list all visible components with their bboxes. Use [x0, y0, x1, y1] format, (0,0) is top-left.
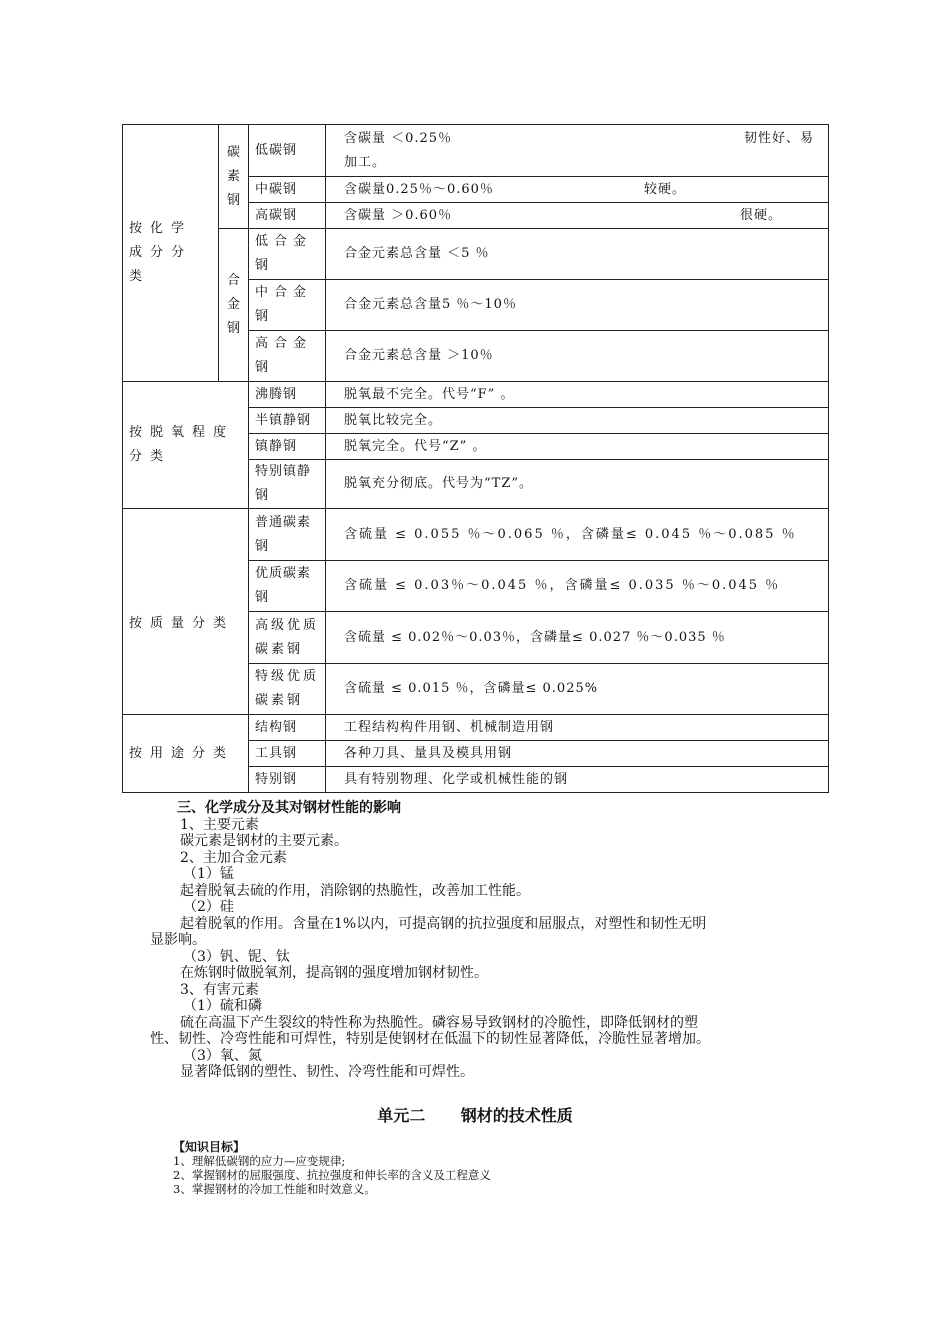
property: 很硬。 — [739, 207, 782, 223]
steel-name: 普通碳素钢 — [249, 509, 326, 561]
paragraph: 起着脱氧去硫的作用，消除钢的热脆性，改善加工性能。 — [180, 882, 530, 899]
steel-name: 中合金钢 — [249, 280, 326, 331]
category-chemical: 按化学成分分类 — [123, 125, 219, 382]
table-row — [123, 715, 829, 741]
paragraph: 显著降低钢的塑性、韧性、冷弯性能和可焊性。 — [180, 1064, 474, 1080]
steel-desc: 各种刀具、量具及模具用钢 — [326, 741, 829, 767]
category-quality: 按质量分类 — [123, 509, 249, 715]
steel-name: 半镇静钢 — [249, 408, 326, 434]
paragraph-cont: 显影响。 — [150, 932, 206, 948]
steel-desc — [326, 177, 829, 203]
section-chemical-influence — [150, 800, 820, 1081]
steel-name: 高合金钢 — [249, 331, 326, 382]
section-heading: 三、化学成分及其对钢材性能的影响 — [177, 800, 401, 816]
steel-desc: 脱氧充分彻底。代号为“TZ”。 — [326, 460, 829, 509]
paragraph: 碳元素是钢材的主要元素。 — [180, 833, 348, 849]
steel-desc — [326, 125, 829, 177]
list-item: 1、理解低碳钢的应力—应变规律; — [173, 1154, 346, 1168]
subheading: （3）氧、氮 — [183, 1047, 262, 1064]
steel-desc: 含硫量 ≤ 0.055 ％～0.065 ％，含磷量≤ 0.045 ％～0.085 ％ — [326, 509, 829, 561]
steel-name: 优质碳素钢 — [249, 561, 326, 612]
subheading: （1）锰 — [183, 866, 234, 882]
property-cont: 加工。 — [344, 154, 387, 170]
subheading: 1、主要元素 — [180, 816, 259, 833]
steel-name: 镇静钢 — [249, 434, 326, 460]
paragraph-cont: 性、韧性、冷弯性能和可焊性，特别是使钢材在低温下的韧性显著降低，冷脆性显著增加。 — [150, 1031, 710, 1047]
property: 韧性好、易 — [743, 130, 814, 146]
carbon-content: 含碳量0.25％～0.60％ — [344, 181, 494, 197]
steel-name: 沸腾钢 — [249, 382, 326, 408]
steel-name: 特别钢 — [249, 767, 326, 793]
subheading: （2）硅 — [183, 899, 234, 915]
steel-name: 高碳钢 — [249, 203, 326, 229]
steel-name: 高级优质碳素钢 — [249, 612, 326, 664]
knowledge-goals — [173, 1140, 491, 1196]
table-row — [123, 382, 829, 408]
unit-title: 单元二 钢材的技术性质 — [377, 1106, 573, 1125]
steel-desc: 合金元素总含量 ＜5 ％ — [326, 229, 829, 280]
steel-desc: 含硫量 ≤ 0.02％～0.03％，含磷量≤ 0.027 ％～0.035 ％ — [326, 612, 829, 664]
paragraph: 硫在高温下产生裂纹的特性称为热脆性。磷容易导致钢材的冷脆性，即降低钢材的塑 — [180, 1014, 698, 1031]
steel-name: 特别镇静钢 — [249, 460, 326, 509]
steel-desc: 脱氧完全。代号“Z” 。 — [326, 434, 829, 460]
steel-name: 低合金钢 — [249, 229, 326, 280]
property: 较硬。 — [644, 181, 687, 197]
paragraph: 起着脱氧的作用。含量在1%以内，可提高钢的抗拉强度和屈服点，对塑性和韧性无明 — [180, 915, 707, 932]
subheading: （1）硫和磷 — [183, 998, 262, 1014]
steel-desc: 脱氧比较完全。 — [326, 408, 829, 434]
steel-desc — [326, 203, 829, 229]
carbon-content: 含碳量 ＜0.25％ — [344, 130, 453, 146]
steel-name: 特级优质碳素钢 — [249, 664, 326, 715]
category-usage: 按用途分类 — [123, 715, 249, 793]
subheading: 2、主加合金元素 — [180, 849, 287, 866]
steel-name: 中碳钢 — [249, 177, 326, 203]
subheading: （3）钒、铌、钛 — [183, 948, 290, 965]
steel-desc: 含硫量 ≤ 0.03％～0.045 ％，含磷量≤ 0.035 ％～0.045 ％ — [326, 561, 829, 612]
carbon-content: 含碳量 ＞0.60％ — [344, 207, 453, 223]
steel-desc: 含硫量 ≤ 0.015 ％，含磷量≤ 0.025% — [326, 664, 829, 715]
goals-heading: 【知识目标】 — [173, 1140, 246, 1154]
steel-desc: 脱氧最不完全。代号“F” 。 — [326, 382, 829, 408]
subcategory-alloy-steel: 合金钢 — [219, 229, 249, 382]
steel-desc: 合金元素总含量5 ％～10％ — [326, 280, 829, 331]
steel-desc: 具有特别物理、化学或机械性能的钢 — [326, 767, 829, 793]
steel-classification-table — [122, 124, 829, 793]
steel-name: 工具钢 — [249, 741, 326, 767]
list-item: 3、掌握钢材的冷加工性能和时效意义。 — [173, 1182, 376, 1196]
paragraph: 在炼钢时做脱氧剂，提高钢的强度增加钢材韧性。 — [180, 965, 488, 981]
subcategory-carbon-steel: 碳素钢 — [219, 125, 249, 229]
steel-desc: 合金元素总含量 ＞10％ — [326, 331, 829, 382]
list-item: 2、掌握钢材的屈服强度、抗拉强度和伸长率的含义及工程意义 — [173, 1168, 491, 1182]
category-deoxidation: 按脱氧程度分类 — [123, 382, 249, 509]
subheading: 3、有害元素 — [180, 981, 259, 998]
steel-desc: 工程结构构件用钢、机械制造用钢 — [326, 715, 829, 741]
table-row — [123, 125, 829, 177]
table-row — [123, 509, 829, 561]
steel-name: 低碳钢 — [249, 125, 326, 177]
steel-name: 结构钢 — [249, 715, 326, 741]
table-row — [123, 229, 829, 280]
